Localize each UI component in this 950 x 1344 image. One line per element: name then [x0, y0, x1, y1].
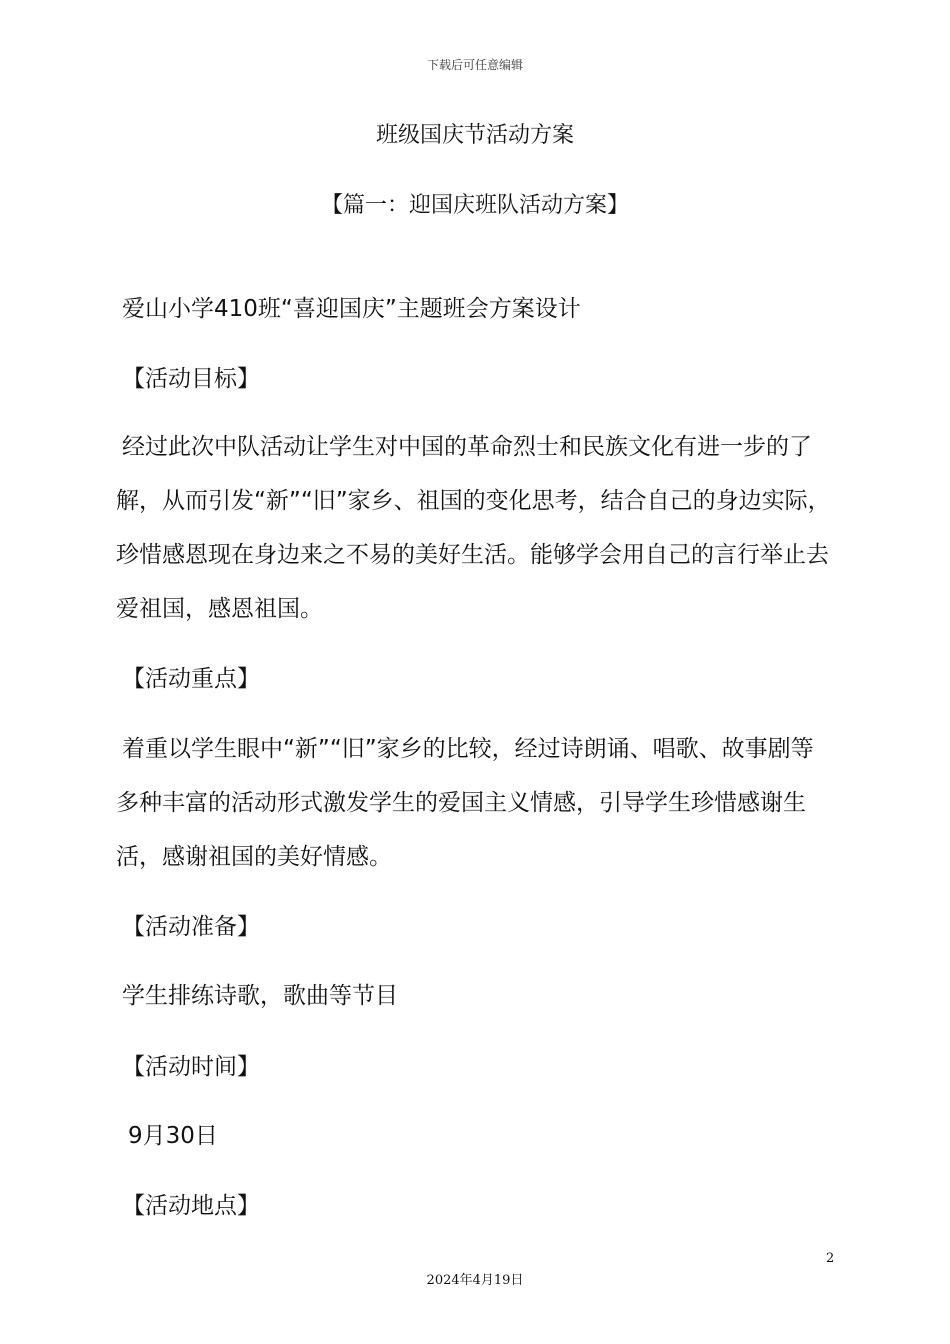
prep-paragraph — [116, 969, 846, 1023]
footer-date: 2024年4月19日 — [426, 1273, 524, 1288]
prep-heading — [116, 900, 846, 954]
time-heading-text: 【活动时间】 — [122, 1054, 260, 1080]
goal-text: 经过此次中队活动让学生对中国的革命烈士和民族文化有进一步的了解，从而引发“新”“旧”家乡、祖国的变化思考，结合自己的身边实际，珍惜感恩现在身边来之不易的美好生活。能够学会用自己的言行举止去爱祖国，感恩祖国。 — [116, 434, 831, 622]
focus-text: 着重以学生眼中“新”“旧”家乡的比较，经过诗朗诵、唱歌、故事剧等多种丰富的活动形式激发学生的爱国主义情感，引导学生珍惜感谢生活，感谢祖国的美好情感。 — [116, 736, 814, 870]
prep-text: 学生排练诗歌，歌曲等节目 — [122, 983, 398, 1009]
document-title: 班级国庆节活动方案 — [375, 123, 574, 148]
focus-heading-text: 【活动重点】 — [122, 666, 260, 692]
focus-heading — [116, 652, 846, 706]
place-heading-text: 【活动地点】 — [122, 1193, 260, 1219]
time-heading — [116, 1040, 846, 1094]
plan-title-text: 爱山小学410班“喜迎国庆”主题班会方案设计 — [122, 296, 581, 322]
goal-heading — [116, 352, 846, 406]
time-paragraph — [116, 1109, 846, 1163]
prep-heading-text: 【活动准备】 — [122, 914, 260, 940]
plan-title — [116, 282, 846, 336]
document-subtitle: 【篇一：迎国庆班队活动方案】 — [320, 193, 629, 218]
goal-paragraph — [116, 420, 836, 636]
page-number: 2 — [826, 1251, 835, 1266]
focus-paragraph — [116, 722, 836, 884]
time-text: 9月30日 — [128, 1123, 218, 1149]
header-note: 下载后可任意编辑 — [426, 58, 523, 72]
goal-heading-text: 【活动目标】 — [122, 366, 260, 392]
place-heading — [116, 1179, 846, 1233]
